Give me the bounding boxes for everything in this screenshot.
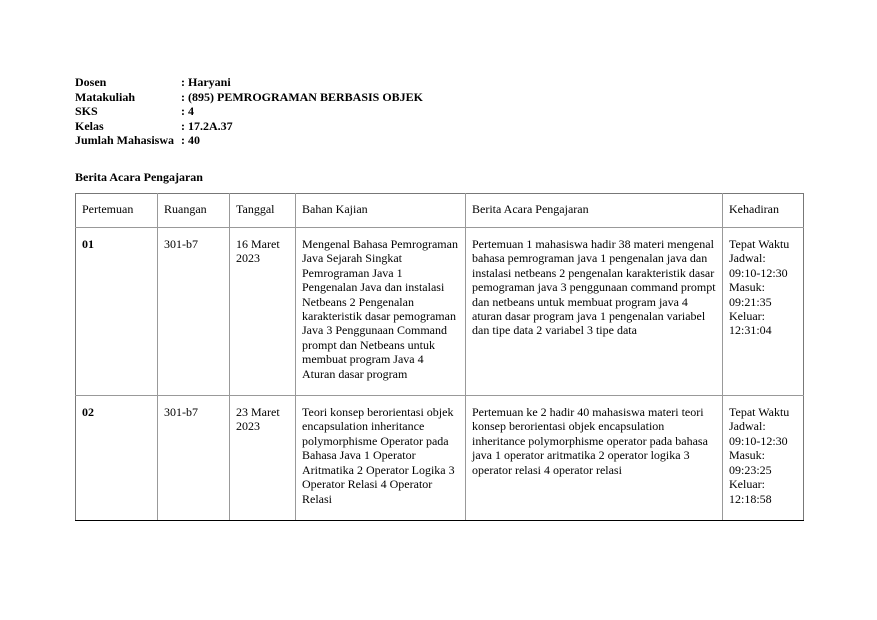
column-header-kehadiran: Kehadiran bbox=[723, 194, 804, 228]
cell-kehadiran: Tepat Waktu Jadwal: 09:10-12:30 Masuk: 09:21:35 Keluar: 12:31:04 bbox=[723, 228, 804, 396]
course-info bbox=[75, 75, 423, 148]
berita-acara-table bbox=[75, 193, 804, 521]
cell-tanggal: 16 Maret 2023 bbox=[230, 228, 296, 396]
cell-pertemuan: 02 bbox=[76, 396, 158, 521]
table-row bbox=[76, 228, 804, 396]
section-title: Berita Acara Pengajaran bbox=[75, 170, 203, 184]
info-label: Dosen bbox=[75, 75, 107, 89]
info-value: : 40 bbox=[181, 133, 200, 147]
cell-kehadiran: Tepat Waktu Jadwal: 09:10-12:30 Masuk: 09:23:25 Keluar: 12:18:58 bbox=[723, 396, 804, 521]
info-label: Jumlah Mahasiswa bbox=[75, 133, 175, 147]
info-label: Kelas bbox=[75, 118, 104, 133]
info-label: Matakuliah bbox=[75, 89, 136, 104]
cell-bahan-kajian: Teori konsep berorientasi objek encapsulation inheritance polymorphisme Operator pada Bahasa Java 1 Operator Aritmatika 2 Operator Logika 3 Operator Relasi 4 Operator Relasi bbox=[296, 396, 466, 521]
cell-tanggal: 23 Maret 2023 bbox=[230, 396, 296, 521]
table-header-row bbox=[76, 194, 804, 228]
column-header-pertemuan: Pertemuan bbox=[76, 194, 158, 228]
cell-berita-acara: Pertemuan 1 mahasiswa hadir 38 materi mengenal bahasa pemrograman java 1 pengenalan java dan instalasi netbeans 2 pengenalan karakteristik dasar pemograman java 3 penggunaan command prompt dan netbeans untuk membuat program java 4 aturan dasar program java 1 pengenalan variabel dan tipe data 2 variabel 3 tipe data bbox=[466, 228, 723, 396]
cell-ruangan: 301-b7 bbox=[158, 228, 230, 396]
column-header-bahan-kajian: Bahan Kajian bbox=[296, 194, 466, 228]
info-value: : 17.2A.37 bbox=[181, 118, 233, 133]
info-value: : (895) PEMROGRAMAN BERBASIS OBJEK bbox=[181, 89, 424, 104]
info-value: : Haryani bbox=[181, 75, 231, 89]
cell-berita-acara: Pertemuan ke 2 hadir 40 mahasiswa materi teori konsep berorientasi objek encapsulation inheritance polymorphisme operator pada bahasa java 1 operator aritmatika 2 operator logika 3 operator relasi 4 operator relasi bbox=[466, 396, 723, 521]
info-row-jumlah-mahasiswa bbox=[75, 133, 423, 148]
info-value: : 4 bbox=[181, 104, 194, 118]
table-row bbox=[76, 396, 804, 521]
info-row-sks bbox=[75, 104, 423, 119]
column-header-tanggal: Tanggal bbox=[230, 194, 296, 228]
info-row-dosen bbox=[75, 75, 423, 90]
info-label: SKS bbox=[75, 104, 98, 118]
column-header-berita-acara: Berita Acara Pengajaran bbox=[466, 194, 723, 228]
info-row-matakuliah bbox=[75, 90, 423, 105]
column-header-ruangan: Ruangan bbox=[158, 194, 230, 228]
cell-pertemuan: 01 bbox=[76, 228, 158, 396]
cell-bahan-kajian: Mengenal Bahasa Pemrograman Java Sejarah Singkat Pemrograman Java 1 Pengenalan Java dan instalasi Netbeans 2 Pengenalan karakteristik dasar pemograman Java 3 Penggunaan Command prompt dan Netbeans untuk membuat program Java 4 Aturan dasar program bbox=[296, 228, 466, 396]
cell-ruangan: 301-b7 bbox=[158, 396, 230, 521]
info-row-kelas bbox=[75, 119, 423, 134]
